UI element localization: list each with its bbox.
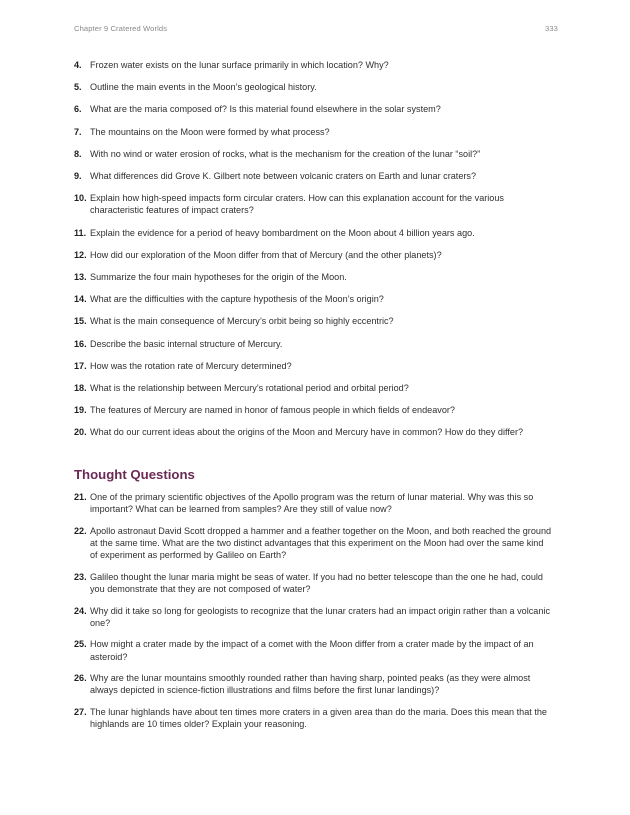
question-item	[74, 382, 552, 394]
question-item	[74, 148, 552, 160]
question-number: 18.	[74, 383, 87, 394]
question-text: Why did it take so long for geologists to recognize that the lunar craters had an impact origin rather than a volcanic one?	[90, 605, 550, 628]
question-number: 20.	[74, 427, 87, 438]
question-text: What are the difficulties with the capture hypothesis of the Moon’s origin?	[90, 294, 384, 305]
question-number: 6.	[74, 104, 82, 115]
question-item	[74, 227, 552, 239]
question-number: 4.	[74, 60, 82, 70]
question-item	[74, 491, 552, 515]
question-number: 7.	[74, 126, 82, 137]
question-number: 27.	[74, 706, 87, 717]
question-text: How might a crater made by the impact of a comet with the Moon differ from a crater made by the impact of an asteroid?	[90, 639, 534, 662]
question-item	[74, 605, 552, 629]
question-number: 5.	[74, 82, 82, 93]
question-number: 17.	[74, 360, 87, 371]
question-item	[74, 404, 552, 416]
section-title-thought-questions: Thought Questions	[74, 467, 195, 482]
question-text: The features of Mercury are named in honor of famous people in which fields of endeavor?	[90, 405, 455, 416]
question-text: The mountains on the Moon were formed by what process?	[90, 126, 330, 137]
question-text: Explain the evidence for a period of heavy bombardment on the Moon about 4 billion years ago.	[90, 227, 475, 238]
chapter-title: Chapter 9 Cratered Worlds	[74, 24, 168, 33]
question-number: 23.	[74, 571, 87, 582]
question-item	[74, 525, 552, 562]
question-number: 9.	[74, 171, 82, 182]
question-item	[74, 315, 552, 327]
question-item	[74, 192, 552, 216]
question-text: How did our exploration of the Moon differ from that of Mercury (and the other planets)?	[90, 249, 442, 260]
question-number: 8.	[74, 148, 82, 159]
question-text: Apollo astronaut David Scott dropped a hammer and a feather together on the Moon, and both reached the ground at the same time. What are the two distinct advantages that this experiment on the Moon had over the same kind of experiment as performed by Galileo on Earth?	[90, 525, 552, 561]
running-head	[74, 24, 558, 33]
question-text: Frozen water exists on the lunar surface primarily in which location? Why?	[90, 60, 389, 70]
question-item	[74, 672, 552, 696]
question-text: How was the rotation rate of Mercury determined?	[90, 360, 292, 371]
question-number: 22.	[74, 525, 87, 536]
question-number: 21.	[74, 492, 87, 502]
question-number: 16.	[74, 338, 87, 349]
page-number: 333	[545, 24, 558, 33]
question-item	[74, 249, 552, 261]
question-item	[74, 360, 552, 372]
question-number: 15.	[74, 316, 87, 327]
question-text: Summarize the four main hypotheses for the origin of the Moon.	[90, 272, 347, 283]
question-text: Outline the main events in the Moon’s geological history.	[90, 82, 317, 93]
question-item	[74, 426, 552, 438]
question-number: 24.	[74, 605, 87, 616]
question-item	[74, 571, 552, 595]
question-item	[74, 170, 552, 182]
question-item	[74, 103, 552, 115]
question-number: 10.	[74, 193, 87, 204]
question-number: 14.	[74, 294, 87, 305]
question-text: What is the relationship between Mercury’s rotational period and orbital period?	[90, 383, 409, 394]
question-item	[74, 293, 552, 305]
question-text: Describe the basic internal structure of Mercury.	[90, 338, 283, 349]
question-text: What is the main consequence of Mercury’s orbit being so highly eccentric?	[90, 316, 394, 327]
question-number: 11.	[74, 227, 87, 238]
thought-questions-list	[74, 491, 552, 740]
question-text: One of the primary scientific objectives of the Apollo program was the return of lunar material. Why was this so important? What can be learned from samples? Are they still of value now?	[90, 492, 534, 515]
question-number: 12.	[74, 249, 87, 260]
question-text: With no wind or water erosion of rocks, what is the mechanism for the creation of the lunar “soil?”	[90, 148, 481, 159]
question-text: Galileo thought the lunar maria might be seas of water. If you had no better telescope than the one he had, could you demonstrate that they are not composed of water?	[90, 571, 543, 594]
question-text: Why are the lunar mountains smoothly rounded rather than having sharp, pointed peaks (as they were almost always depicted in science-fiction illustrations and films before the first lunar landings)?	[90, 673, 531, 696]
question-item	[74, 271, 552, 283]
question-text: What differences did Grove K. Gilbert note between volcanic craters on Earth and lunar craters?	[90, 171, 477, 182]
question-item	[74, 126, 552, 138]
question-text: What are the maria composed of? Is this material found elsewhere in the solar system?	[90, 104, 441, 115]
question-text: What do our current ideas about the origins of the Moon and Mercury have in common? How do they differ?	[90, 427, 524, 438]
question-number: 13.	[74, 272, 87, 283]
question-text: The lunar highlands have about ten times more craters in a given area than do the maria. Does this mean that the highlands are 10 times older? Explain your reasoning.	[90, 706, 547, 730]
question-item	[74, 59, 552, 71]
question-item	[74, 706, 552, 730]
question-number: 19.	[74, 405, 87, 416]
question-text: Explain how high-speed impacts form circular craters. How can this explanation account for the various characteristic features of impact craters?	[90, 193, 504, 216]
question-number: 25.	[74, 639, 87, 650]
question-number: 26.	[74, 673, 87, 684]
review-questions-list	[74, 59, 552, 449]
question-item	[74, 81, 552, 93]
question-item	[74, 338, 552, 350]
question-item	[74, 638, 552, 662]
